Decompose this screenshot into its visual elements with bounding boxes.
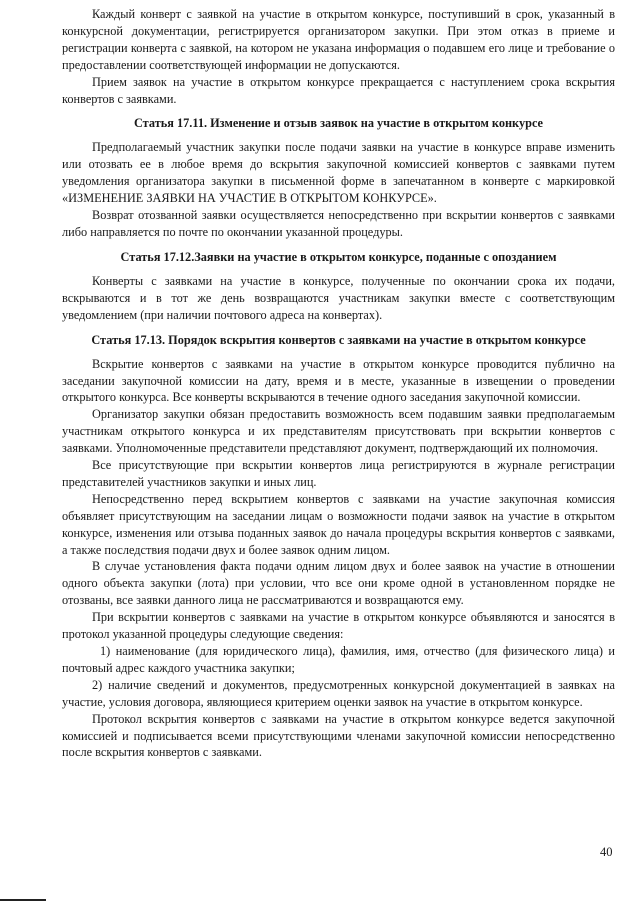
paragraph: Организатор закупки обязан предоставить возможность всем подавшим заявки предполагаемым участникам открытого конкурса и их представителям присутствовать при вскрытии конвертов с заявками. Уполномоченные представители представляют документ, подтверждающий их полномочия.	[62, 407, 615, 456]
footer-rule	[0, 899, 46, 901]
list-item: 1) наименование (для юридического лица), фамилия, имя, отчество (для физического лица) и почтовый адрес каждого участника закупки;	[62, 644, 615, 675]
paragraph: Протокол вскрытия конвертов с заявками на участие в открытом конкурсе ведется закупочной комиссией и подписывается всеми присутствующими членами закупочной комиссии непосредственно после вскрытия конвертов с заявками.	[62, 711, 615, 760]
paragraph: Возврат отозванной заявки осуществляется непосредственно при вскрытии конвертов с заявками либо направляется по почте по окончании указанной процедуры.	[62, 208, 615, 239]
paragraph: Конверты с заявками на участие в конкурсе, полученные по окончании срока их подачи, вскрываются и в тот же день возвращаются участникам закупки вместе с соответствующим уведомлением (при наличии почтового адреса на конвертах).	[62, 273, 615, 322]
list-item: 2) наличие сведений и документов, предусмотренных конкурсной документацией в заявках на участие, условия договора, являющиеся критерием оценки заявок на участие в открытом конкурсе.	[62, 677, 615, 709]
article-heading: Статья 17.11. Изменение и отзыв заявок на участие в открытом конкурсе	[133, 116, 544, 131]
paragraph: Предполагаемый участник закупки после подачи заявки на участие в конкурсе вправе изменить или отозвать ее в любое время до вскрытия закупочной комиссией конвертов с заявками путем уведомления организатора закупки в письменной форме в запечатанном в конверте с маркировкой «ИЗМЕНЕНИЕ ЗАЯВКИ НА УЧАСТИЕ В ОТКРЫТОМ КОНКУРСЕ».	[62, 140, 615, 206]
paragraph: Вскрытие конвертов с заявками на участие в открытом конкурсе проводится публично на заседании закупочной комиссии на дату, время и в месте, указанные в извещении о проведении открытого конкурса. Все конверты вскрываются в течение одного заседания закупочной комиссии.	[62, 356, 615, 405]
paragraph: Прием заявок на участие в открытом конкурсе прекращается с наступлением срока вскрытия конвертов с заявками.	[62, 74, 615, 106]
article-heading: Статья 17.13. Порядок вскрытия конвертов с заявками на участие в открытом конкурсе	[91, 332, 586, 347]
paragraph: Каждый конверт с заявкой на участие в открытом конкурсе, поступивший в срок, указанный в конкурсной документации, регистрируется организатором закупки. При этом отказ в приеме и регистрации конверта с заявкой, на котором не указана информация о подавшем его лице и требование о предоставлении соответствующей информации не допускаются.	[62, 7, 615, 72]
paragraph: При вскрытии конвертов с заявками на участие в открытом конкурсе объявляются и заносятся в протокол указанной процедуры следующие сведения:	[62, 610, 615, 642]
document-page	[62, 6, 615, 761]
paragraph: В случае установления факта подачи одним лицом двух и более заявок на участие в отношении одного объекта закупки (лота) при условии, что все они кроме одной в установленном порядке не отозваны, все заявки данного лица не рассматриваются и возвращаются ему.	[62, 559, 615, 608]
page-number: 40	[600, 845, 613, 859]
paragraph: Все присутствующие при вскрытии конвертов лица регистрируются в журнале регистрации представителей участников закупки и иных лиц.	[62, 458, 615, 489]
article-heading: Статья 17.12.Заявки на участие в открытом конкурсе, поданные с опозданием	[120, 249, 557, 264]
paragraph: Непосредственно перед вскрытием конвертов с заявками на участие закупочная комиссия объявляет присутствующим на заседании лицам о возможности подачи заявок на участие в открытом конкурсе, изменения или отзыва поданных заявок до начала процедуры вскрытия конвертов с заявками, а также последствия подачи двух и более заявок одним лицом.	[62, 491, 615, 557]
